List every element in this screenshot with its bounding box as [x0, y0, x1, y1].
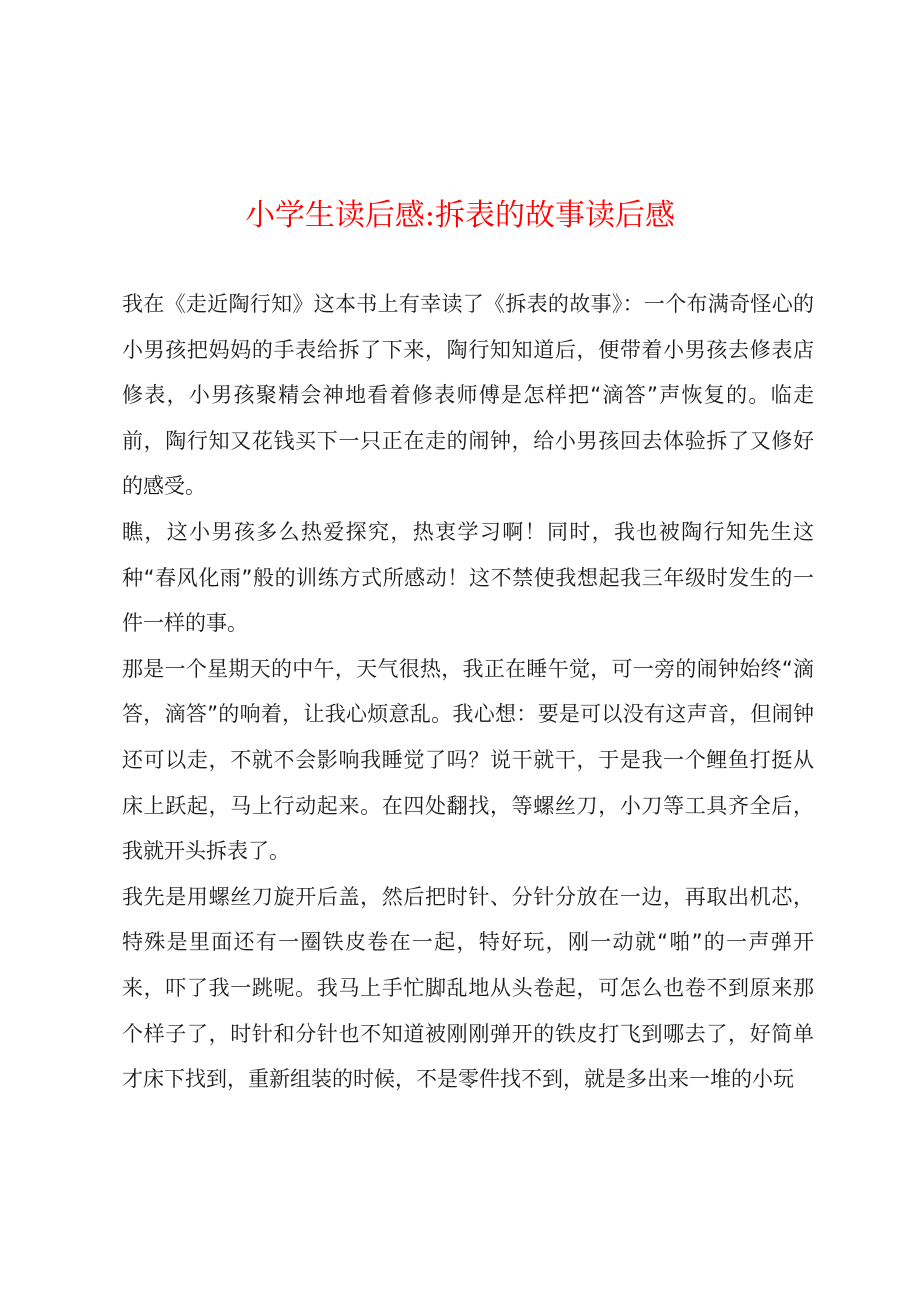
document-body [122, 282, 814, 1103]
paragraph-2: 瞧，这小男孩多么热爱探究，热衷学习啊！同时，我也被陶行知先生这种“春风化雨”般的训练方式所感动！这不禁使我想起我三年级时发生的一件一样的事。 [122, 519, 814, 636]
paragraph-3: 那是一个星期天的中午，天气很热，我正在睡午觉，可一旁的闹钟始终“滴答，滴答”的响着，让我心烦意乱。我心想：要是可以没有这声音，但闹钟还可以走，不就不会影响我睡觉了吗？说干就干，于是我一个鲤鱼打挺从床上跃起，马上行动起来。在四处翻找，等螺丝刀，小刀等工具齐全后，我就开头拆表了。 [122, 656, 814, 864]
paragraph-4: 我先是用螺丝刀旋开后盖，然后把时针、分针分放在一边，再取出机芯，特殊是里面还有一圈铁皮卷在一起，特好玩，刚一动就“啪”的一声弹开来，吓了我一跳呢。我马上手忙脚乱地从头卷起，可怎么也卷不到原来那个样子了，时针和分针也不知道被刚刚弹开的铁皮打飞到哪去了，好简单才床下找到，重新组装的时候，不是零件找不到，就是多出来一堆的小玩 [122, 884, 814, 1092]
document-title: 小学生读后感:拆表的故事读后感 [244, 198, 676, 233]
paragraph-1: 我在《走近陶行知》这本书上有幸读了《拆表的故事》：一个布满奇怪心的小男孩把妈妈的手表给拆了下来，陶行知知道后，便带着小男孩去修表店修表，小男孩聚精会神地看着修表师傅是怎样把“滴答”声恢复的。临走前，陶行知又花钱买下一只正在走的闹钟，给小男孩回去体验拆了又修好的感受。 [122, 292, 814, 499]
